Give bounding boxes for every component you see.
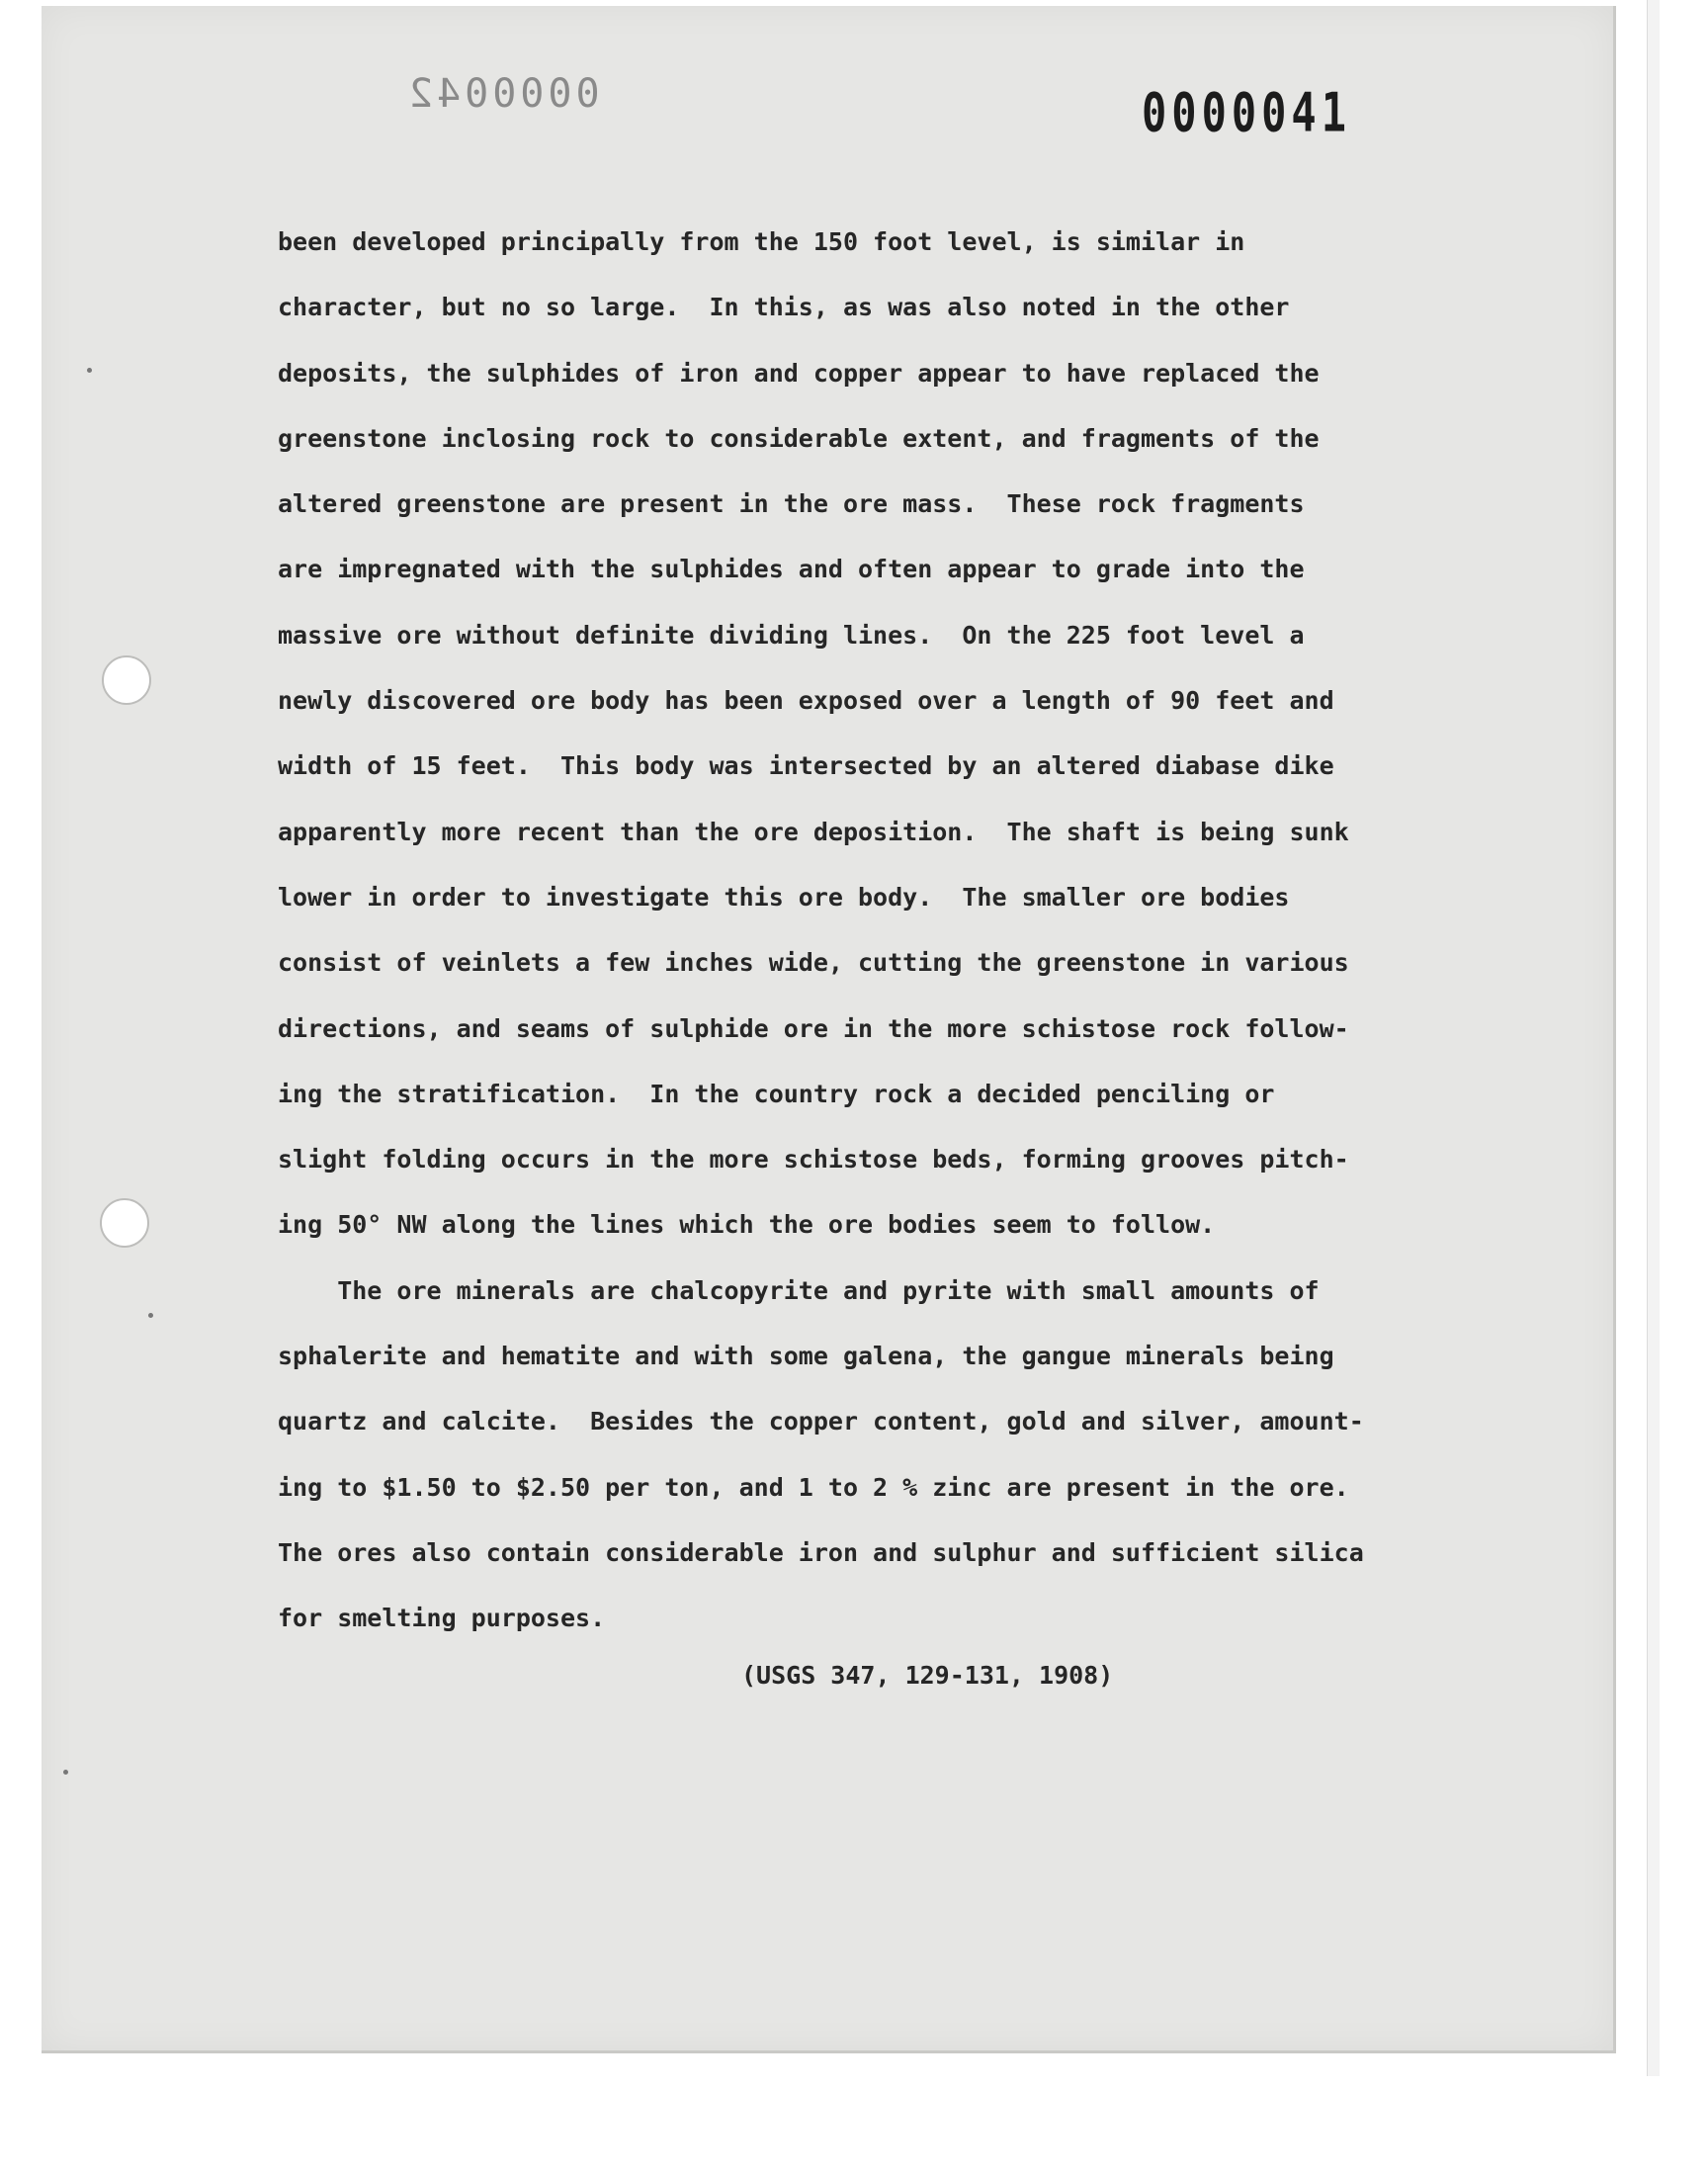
- text-line: newly discovered ore body has been exposed over a length of 90 feet and: [278, 686, 1334, 716]
- text-line: are impregnated with the sulphides and often appear to grade into the: [278, 555, 1305, 584]
- text-line: lower in order to investigate this ore body. The smaller ore bodies: [278, 882, 1290, 912]
- text-line: The ore minerals are chalcopyrite and pyrite with small amounts of: [278, 1275, 1320, 1305]
- text-line: for smelting purposes.: [278, 1604, 606, 1633]
- text-line: slight folding occurs in the more schistose beds, forming grooves pitch-: [278, 1145, 1349, 1174]
- text-line: greenstone inclosing rock to considerable extent, and fragments of the: [278, 423, 1320, 453]
- text-line: character, but no so large. In this, as was also noted in the other: [278, 293, 1290, 322]
- punch-hole-upper: [102, 655, 151, 705]
- speck: [63, 1770, 68, 1775]
- text-line: deposits, the sulphides of iron and copper appear to have replaced the: [278, 358, 1320, 388]
- page-stamp-number: 0000041: [1142, 81, 1352, 144]
- text-line: ing to $1.50 to $2.50 per ton, and 1 to 2 % zinc are present in the ore.: [278, 1472, 1349, 1502]
- text-line: ing the stratification. In the country rock a decided penciling or: [278, 1079, 1275, 1108]
- text-line: been developed principally from the 150 foot level, is similar in: [278, 227, 1245, 256]
- page-edge: [1647, 0, 1660, 2076]
- text-line: quartz and calcite. Besides the copper content, gold and silver, amount-: [278, 1407, 1364, 1436]
- text-line: apparently more recent than the ore deposition. The shaft is being sunk: [278, 817, 1349, 846]
- text-line: width of 15 feet. This body was intersected by an altered diabase dike: [278, 751, 1334, 781]
- typed-body-text: [278, 216, 1494, 1658]
- text-line: The ores also contain considerable iron and sulphur and sufficient silica: [278, 1537, 1364, 1567]
- text-line: consist of veinlets a few inches wide, cutting the greenstone in various: [278, 948, 1349, 978]
- speck: [87, 368, 92, 373]
- bleed-through-stamp-number: 0000042: [405, 71, 600, 117]
- citation: (USGS 347, 129-131, 1908): [741, 1661, 1114, 1690]
- text-line: massive ore without definite dividing lines. On the 225 foot level a: [278, 620, 1305, 650]
- punch-hole-lower: [100, 1198, 149, 1248]
- text-line: directions, and seams of sulphide ore in the more schistose rock follow-: [278, 1013, 1349, 1043]
- speck: [148, 1313, 153, 1318]
- text-line: altered greenstone are present in the ore mass. These rock fragments: [278, 489, 1305, 519]
- text-line: sphalerite and hematite and with some galena, the gangue minerals being: [278, 1342, 1334, 1371]
- text-line: ing 50° NW along the lines which the ore bodies seem to follow.: [278, 1210, 1216, 1240]
